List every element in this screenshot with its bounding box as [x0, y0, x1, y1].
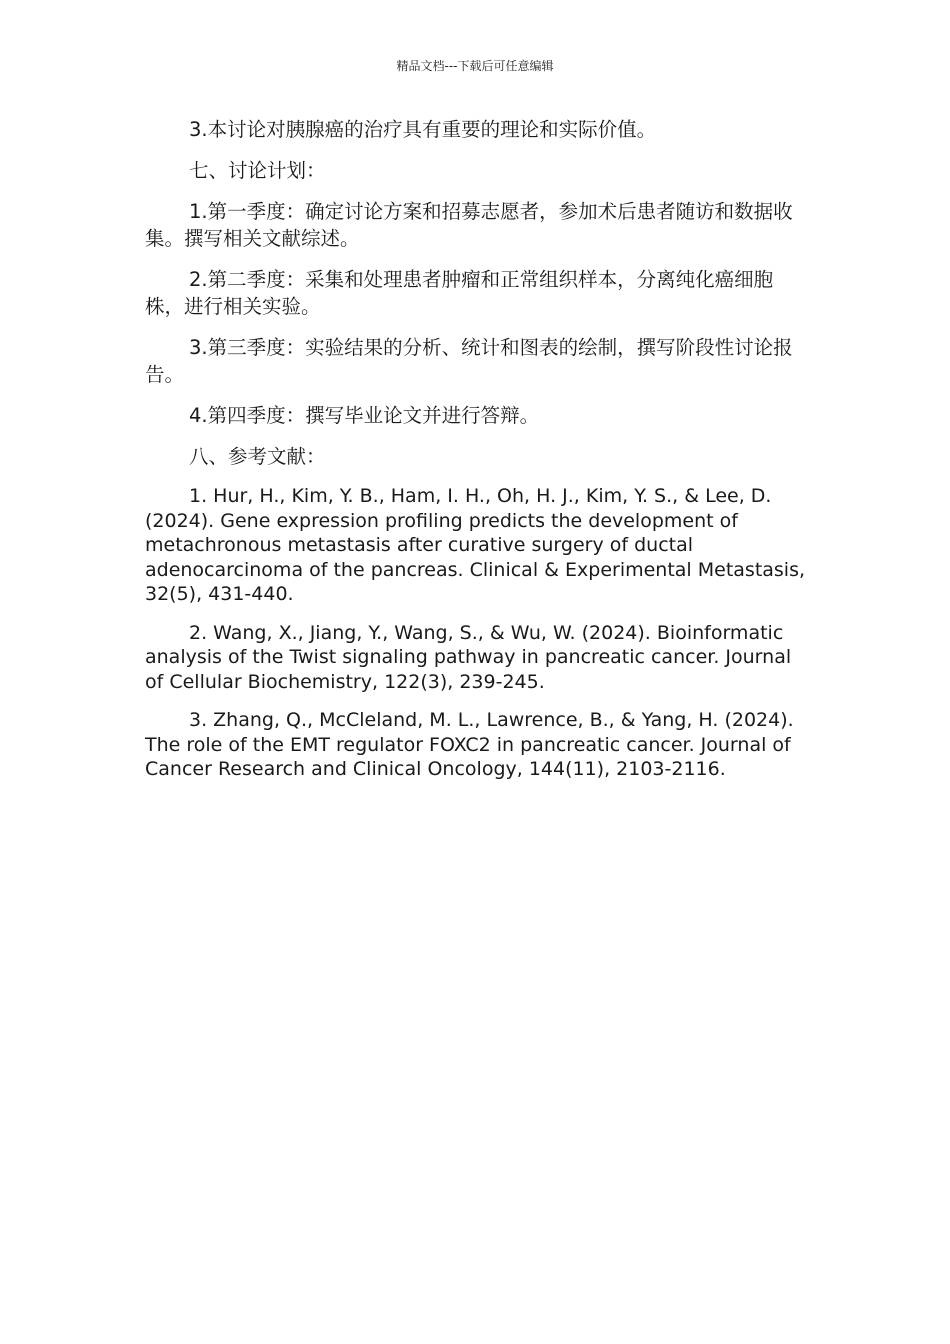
- plan-item-q3: 3.第三季度：实验结果的分析、统计和图表的绘制，撰写阶段性讨论报告。: [145, 336, 793, 386]
- section-heading-references: 八、参考文献：: [189, 445, 326, 468]
- reference-item-1: 1. Hur, H., Kim, Y. B., Ham, I. H., Oh, H. J., Kim, Y. S., & Lee, D. (2024). Gene expression profiling predicts the development of metachronous metastasis after curative surgery of ductal adenocarcinoma of the pancreas. Clinical & Experimental Metastasis, 32(5), 431-440.: [145, 485, 806, 605]
- reference-item-2: 2. Wang, X., Jiang, Y., Wang, S., & Wu, W. (2024). Bioinformatic analysis of the Twist signaling pathway in pancreatic cancer. Journal of Cellular Biochemistry, 122(3), 239-245.: [145, 621, 792, 693]
- section-heading-research-plan: 七、讨论计划：: [189, 159, 326, 182]
- plan-item-q2: 2.第二季度：采集和处理患者肿瘤和正常组织样本，分离纯化癌细胞株，进行相关实验。: [145, 268, 774, 318]
- paragraph-significance: 3.本讨论对胰腺癌的治疗具有重要的理论和实际价值。: [189, 118, 657, 141]
- reference-item-3: 3. Zhang, Q., McCleland, M. L., Lawrence, B., & Yang, H. (2024). The role of the EMT regulator FOXC2 in pancreatic cancer. Journal of Cancer Research and Clinical Oncology, 144(11), 2103-2116.: [145, 709, 794, 780]
- plan-item-q4: 4.第四季度：撰写毕业论文并进行答辩。: [189, 404, 540, 427]
- page-header: 精品文档---下载后可任意编辑: [396, 59, 554, 73]
- plan-item-q1: 1.第一季度：确定讨论方案和招募志愿者，参加术后患者随访和数据收集。撰写相关文献综述。: [145, 200, 793, 250]
- document-body: [145, 116, 807, 796]
